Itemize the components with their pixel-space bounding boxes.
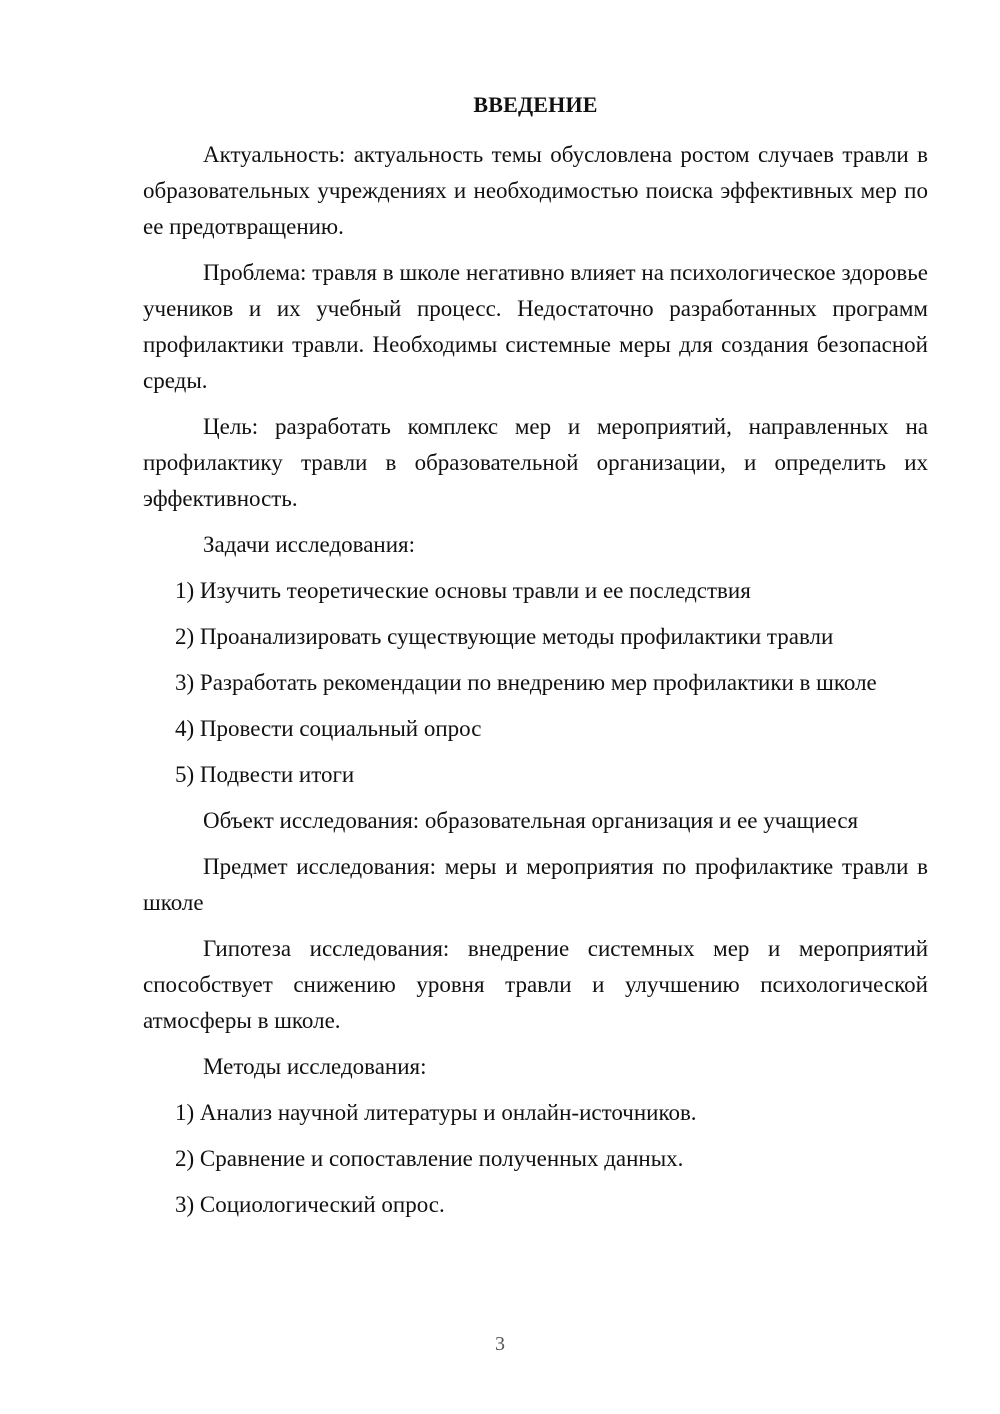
task-item-3: 3) Разработать рекомендации по внедрению мер профилактики в школе: [175, 670, 877, 695]
hypothesis-paragraph: Гипотеза исследования: внедрение системных мер и мероприятий способствует снижению уровня травли и улучшению психологической атмосферы в школе.: [143, 936, 928, 1033]
task-item-2: 2) Проанализировать существующие методы профилактики травли: [175, 624, 834, 649]
task-item-5: 5) Подвести итоги: [175, 762, 355, 787]
subject-paragraph: Предмет исследования: меры и мероприятия по профилактике травли в школе: [143, 854, 928, 915]
method-item-3: 3) Социологический опрос.: [175, 1192, 445, 1217]
document-page: [143, 92, 928, 1233]
task-item-1: 1) Изучить теоретические основы травли и ее последствия: [175, 578, 751, 603]
actuality-paragraph: Актуальность: актуальность темы обусловлена ростом случаев травли в образовательных учреждениях и необходимостью поиска эффективных мер по ее предотвращению.: [143, 142, 928, 239]
method-item-2: 2) Сравнение и сопоставление полученных данных.: [175, 1146, 684, 1171]
task-item-4: 4) Провести социальный опрос: [175, 716, 482, 741]
page-number: 3: [495, 1333, 505, 1355]
method-item-1: 1) Анализ научной литературы и онлайн-источников.: [175, 1100, 697, 1125]
methods-heading: Методы исследования:: [203, 1054, 427, 1079]
tasks-heading: Задачи исследования:: [203, 532, 416, 557]
page-title: ВВЕДЕНИЕ: [473, 92, 598, 117]
object-paragraph: Объект исследования: образовательная организация и ее учащиеся: [203, 808, 859, 833]
goal-paragraph: Цель: разработать комплекс мер и мероприятий, направленных на профилактику травли в образовательной организации, и определить их эффективность.: [143, 414, 928, 511]
problem-paragraph: Проблема: травля в школе негативно влияет на психологическое здоровье учеников и их учебный процесс. Недостаточно разработанных программ профилактики травли. Необходимы системные меры для создания безопасной среды.: [143, 260, 928, 393]
